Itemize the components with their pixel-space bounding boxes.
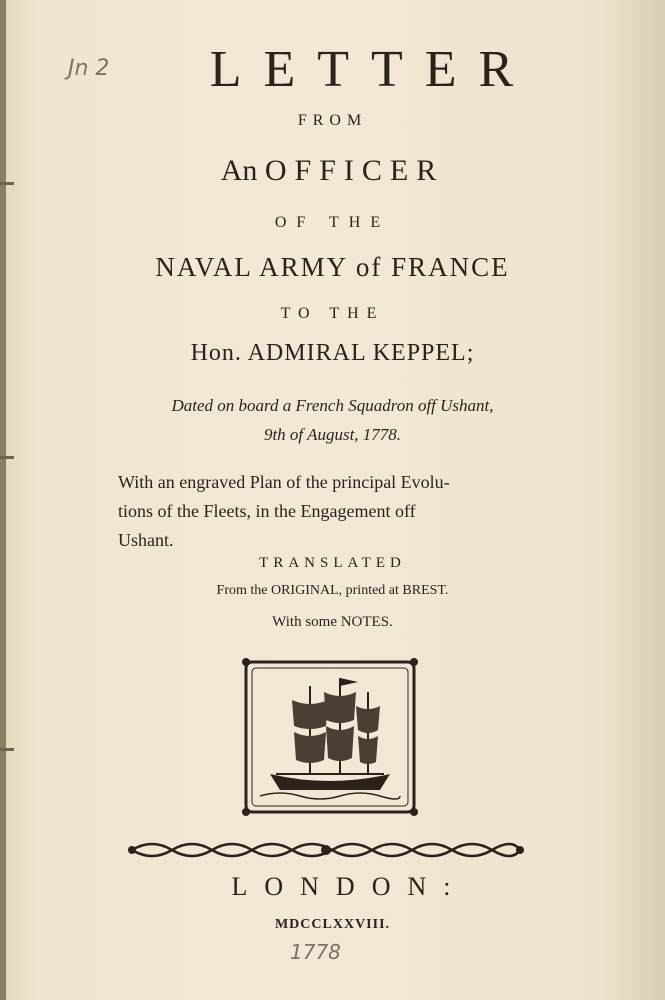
dated-line-1: Dated on board a French Squadron off Ushant,	[171, 396, 494, 415]
scroll-ornament-icon	[128, 838, 524, 862]
line-naval-army: NAVAL ARMY of FRANCE	[155, 252, 510, 282]
line-admiral: Hon. ADMIRAL KEPPEL;	[190, 340, 475, 366]
plan-line: Ushant.	[118, 530, 174, 550]
line-to-the: TO THE	[280, 305, 385, 322]
imprint-date: MDCCLXXVIII.	[274, 917, 391, 932]
line-an: An	[220, 154, 258, 187]
binding-stitch	[0, 456, 14, 459]
line-of-the: OF THE	[274, 214, 391, 231]
line-officer	[0, 154, 665, 188]
binding-edge	[0, 0, 6, 1000]
pencil-shelfmark: Jn 2	[68, 56, 110, 81]
translated-heading: TRANSLATED	[259, 555, 406, 571]
line-from: FROM	[297, 112, 368, 129]
plan-line: tions of the Fleets, in the Engagement off	[118, 501, 416, 521]
word-officer: OFFICER	[264, 154, 445, 187]
sailing-ship-icon	[240, 656, 420, 818]
binding-stitch	[0, 748, 14, 751]
with-notes-line: With some NOTES.	[272, 614, 393, 630]
page-title: LETTER	[209, 41, 536, 98]
pencil-year-note: 1778	[290, 940, 341, 964]
from-original-line: From the ORIGINAL, printed at BREST.	[216, 583, 449, 598]
plan-line: With an engraved Plan of the principal Evolu-	[118, 472, 450, 492]
imprint-city: LONDON:	[231, 872, 468, 901]
plan-description	[118, 468, 558, 555]
dated-line-2: 9th of August, 1778.	[263, 425, 402, 444]
